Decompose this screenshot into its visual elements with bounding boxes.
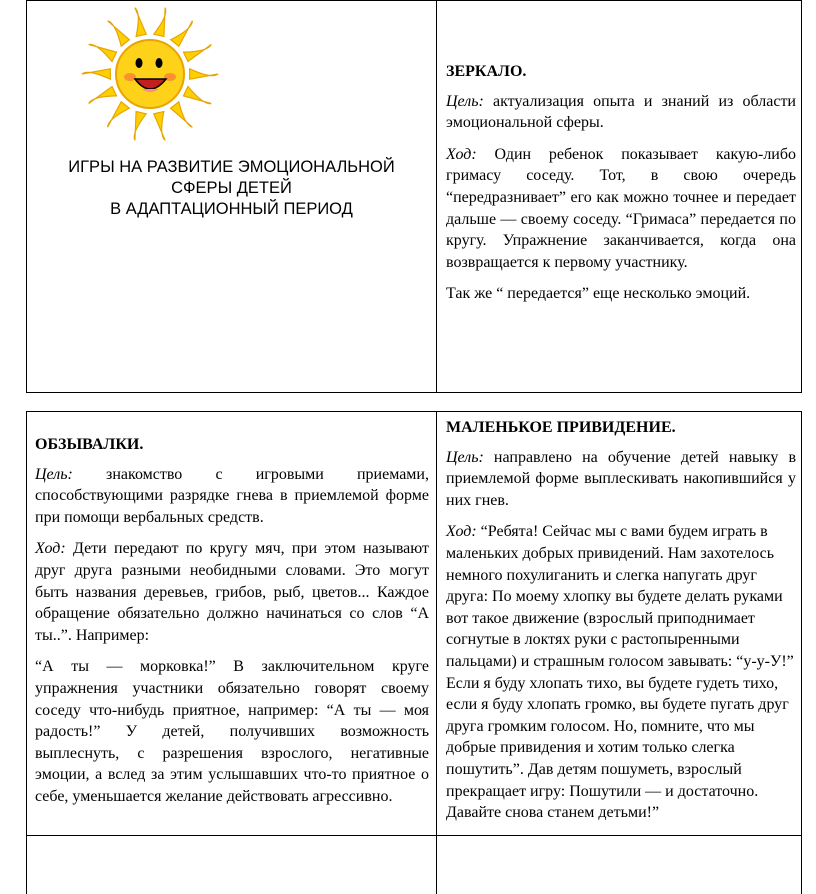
game-title: ЗЕРКАЛО. <box>446 63 527 80</box>
column-divider <box>436 412 437 894</box>
course-label: Ход: <box>35 540 66 558</box>
goal-label: Цель: <box>446 448 484 466</box>
game-extra: Так же “ передается” еще несколько эмоций. <box>446 285 751 303</box>
game-title: МАЛЕНЬКОЕ ПРИВИДЕНИЕ. <box>446 419 676 436</box>
course-label: Ход: <box>446 145 477 163</box>
game-course <box>35 538 429 646</box>
game-title: ОБЗЫВАЛКИ. <box>35 436 144 453</box>
row-divider <box>27 835 801 836</box>
bottom-table <box>26 411 802 894</box>
game-zerkalo <box>446 61 796 315</box>
course-text: Дети передают по кругу мяч, при этом называют друг друга разными необидными словами. Это могут быть названия деревьев, грибов, рыб, цветов... Каждое обращение обязательно должно начинаться со слов “А ты..”. Например: <box>35 540 429 644</box>
sun-ray <box>171 102 193 127</box>
sun-ray <box>89 87 117 104</box>
course-label: Ход: <box>446 523 477 541</box>
goal-text: направлено на обучение детей навыку в приемлемой форме выплескивать накопившийся у них гнев. <box>446 448 796 509</box>
smiling-sun-image <box>75 1 225 147</box>
goal-text: актуализация опыта и знаний из области эмоциональной сферы. <box>446 92 796 132</box>
cover-title-line: В АДАПТАЦИОННЫЙ ПЕРИОД <box>110 200 353 218</box>
sun-ray <box>108 21 130 46</box>
sun-ray <box>190 69 218 79</box>
game-goal <box>35 464 429 529</box>
sun-ray <box>89 44 117 61</box>
sun-ray <box>171 21 193 46</box>
goal-text: знакомство с игровыми приемами, способствующими разрядке гнева в приемлемой форме при помощи вербальных средств. <box>35 465 429 526</box>
sun-ray <box>154 112 165 141</box>
course-text: Один ребенок показывает какую-либо гримасу соседу. Тот, в свою очередь “передразнивает” его как можно точнее и передает дальше — своему соседу. “Гримаса” передается по кругу. Упражнение заканчивается, когда она возвращается к первому участнику. <box>446 145 796 271</box>
column-divider <box>436 1 437 392</box>
sun-ray <box>154 8 166 37</box>
game-extra: “А ты — морковка!” В заключительном круге упражнения участники обязательно говорят своему соседу что-нибудь приятное, например: “А ты — моя радость!” У детей, получивших возможность выплеснуть, с разрешения взрослого, негативные эмоции, а вслед за этим услышавших что-то приятное о себе, уменьшается желание действовать агрессивно. <box>35 658 429 805</box>
game-malenkoe-prividenie <box>446 417 796 834</box>
goal-label: Цель: <box>35 465 73 483</box>
game-obzyvalki <box>35 434 429 818</box>
game-goal <box>446 447 796 512</box>
cover-title-line: СФЕРЫ ДЕТЕЙ <box>171 179 292 197</box>
sun-ray <box>183 87 211 104</box>
sun-ray <box>82 69 110 79</box>
goal-label: Цель: <box>446 92 484 110</box>
game-course <box>446 144 796 274</box>
sun-ray <box>183 44 211 61</box>
cover-title <box>27 157 436 220</box>
game-course <box>446 521 796 823</box>
game-goal <box>446 91 796 134</box>
sun-ray <box>108 102 130 127</box>
cover-title-line: ИГРЫ НА РАЗВИТИЕ ЭМОЦИОНАЛЬНОЙ <box>68 158 395 176</box>
top-table <box>26 0 802 393</box>
course-text: “Ребята! Сейчас мы с вами будем играть в маленьких добрых привидений. Нам захотелось немного похулиганить и слегка напугать друг друга: По моему хлопку вы будете делать руками вот такое движение (взрослый приподнимает согнутые в локтях руки с растопыренными пальцами) и страшным голосом завывать: “у-у-У!” Если я буду хлопать тихо, вы будете гудеть тихо, если я буду хлопать громко, вы будете пугать друг друга громким голосом. Но, помните, что мы добрые привидения и хотим только слегка пошутить”. Дав детям пошуметь, взрослый прекращает игру: Пошутили — и достаточно. Давайте снова станем детьми!” <box>446 523 794 822</box>
sun-ray <box>135 8 146 37</box>
sun-ray <box>134 112 146 141</box>
